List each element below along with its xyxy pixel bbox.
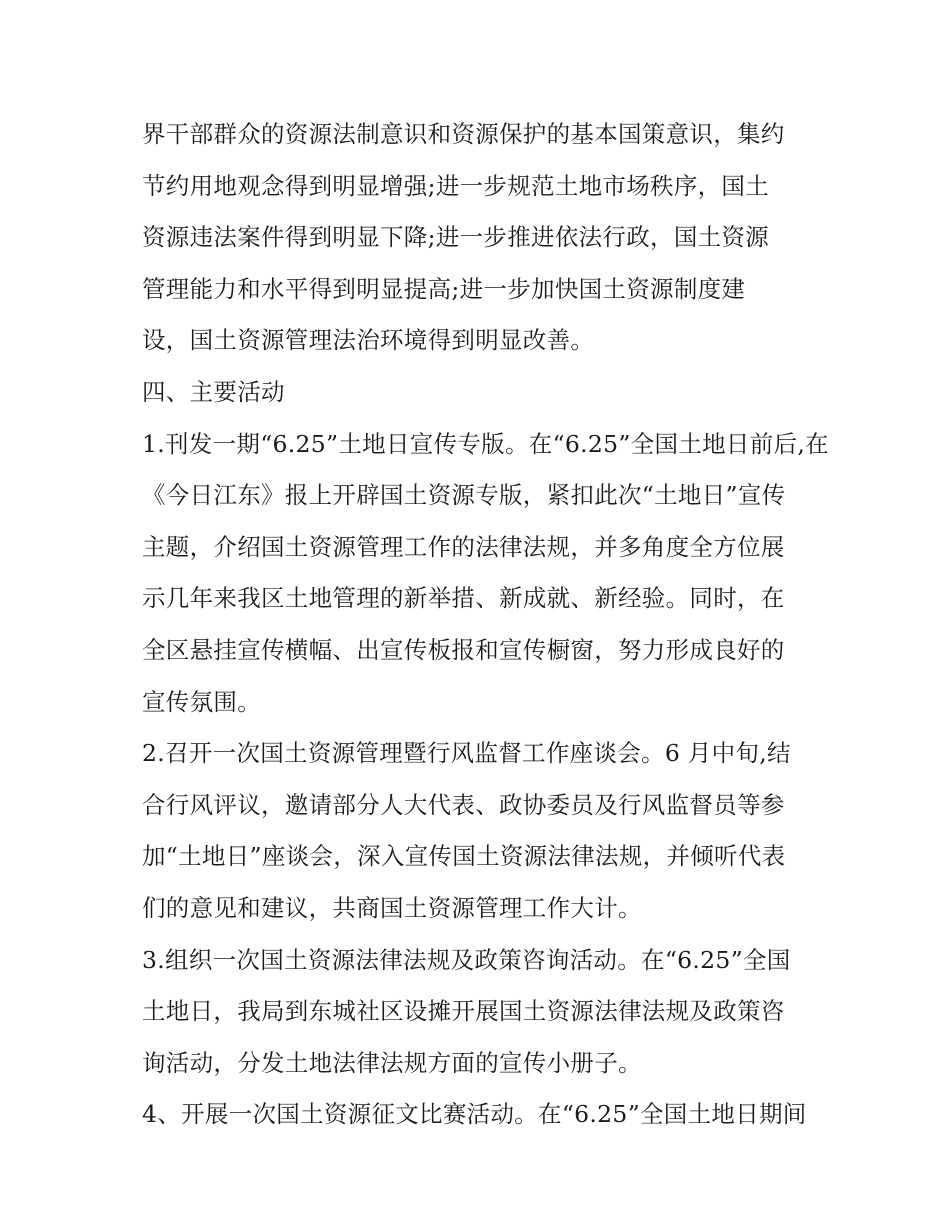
text-line: 合行风评议，邀请部分人大代表、政协委员及行风监督员等参 — [142, 790, 785, 819]
text-line: 管理能力和水平得到明显提高;进一步加快国土资源制度建 — [142, 274, 746, 303]
document-body — [142, 109, 829, 1141]
text-line: 宣传氛围。 — [142, 687, 261, 716]
text-line: 示几年来我区土地管理的新举措、新成就、新经验。同时，在 — [142, 584, 785, 613]
text-line: 土地日，我局到东城社区设摊开展国土资源法律法规及政策咨 — [142, 997, 785, 1026]
text-line: 加“土地日”座谈会，深入宣传国土资源法律法规，并倾听代表 — [142, 842, 786, 871]
text-line: 1.刊发一期“6.25”土地日宣传专版。在“6.25”全国土地日前后,在 — [142, 429, 829, 458]
text-line: 《今日江东》报上开辟国土资源专版，紧扣此次“土地日”宣传 — [142, 481, 786, 510]
text-line: 3.组织一次国土资源法律法规及政策咨询活动。在“6.25”全国 — [142, 945, 791, 974]
text-line: 4、开展一次国土资源征文比赛活动。在“6.25”全国土地日期间 — [142, 1100, 807, 1129]
text-line: 们的意见和建议，共商国土资源管理工作大计。 — [142, 893, 642, 922]
text-line: 设，国土资源管理法治环境得到明显改善。 — [142, 326, 595, 355]
text-line: 询活动，分发土地法律法规方面的宣传小册子。 — [142, 1048, 642, 1077]
text-line: 2.召开一次国土资源管理暨行风监督工作座谈会。6 月中旬,结 — [142, 739, 791, 768]
section-heading: 四、主要活动 — [142, 377, 285, 406]
text-line: 节约用地观念得到明显增强;进一步规范土地市场秩序，国土 — [142, 171, 770, 200]
text-line: 界干部群众的资源法制意识和资源保护的基本国策意识，集约 — [142, 120, 785, 148]
text-line: 资源违法案件得到明显下降;进一步推进依法行政，国土资源 — [142, 223, 770, 252]
text-line: 主题，介绍国土资源管理工作的法律法规，并多角度全方位展 — [142, 532, 785, 561]
text-line: 全区悬挂宣传横幅、出宣传板报和宣传橱窗，努力形成良好的 — [142, 635, 785, 664]
